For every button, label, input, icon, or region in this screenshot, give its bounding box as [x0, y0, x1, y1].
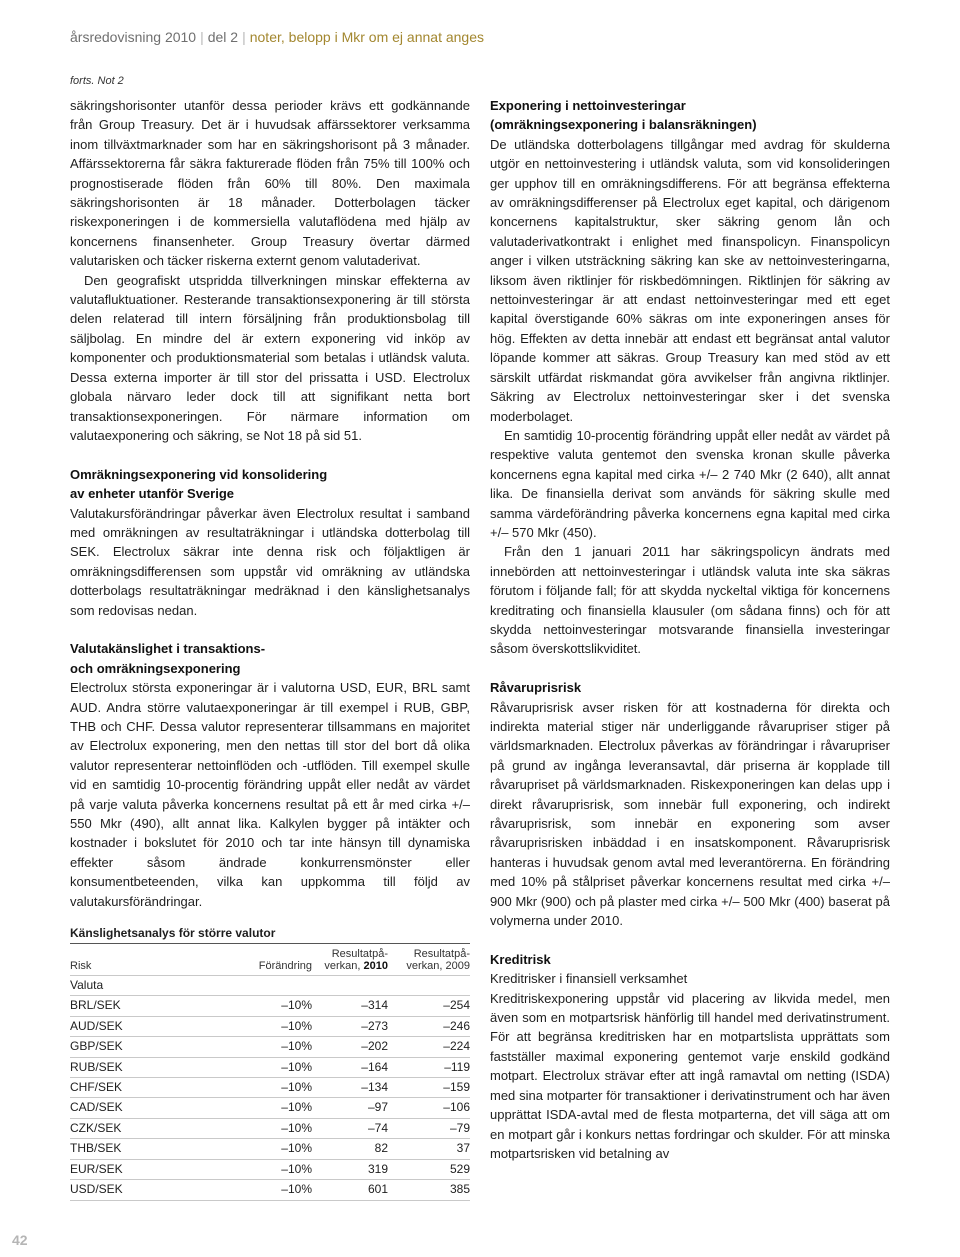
cell-change: –10%	[220, 1016, 312, 1036]
cell-currency: USD/SEK	[70, 1180, 220, 1200]
cell-2009: –246	[388, 1016, 470, 1036]
header-separator: |	[200, 29, 204, 45]
header-section-title: noter, belopp i Mkr om ej annat anges	[249, 29, 484, 45]
header-line: verkan, 2009	[406, 960, 470, 973]
cell-change: –10%	[220, 1118, 312, 1138]
section-heading: Kreditrisk	[490, 951, 551, 967]
table-row	[70, 1159, 470, 1179]
paragraph: Electrolux största exponeringar är i valutorna USD, EUR, BRL samt AUD. Andra större valutaexponeringar är till exempel i RUB, GBP, THB och CHF. Dessa valutor representerar tillsammans en majoritet av Electrolux exponering, men den nettas till stor del bort då olika valutor representerar nettoinflöden och -utflöden. Till exempel skulle vid en samtidig 10-procentig förändring uppåt eller nedåt av värdet på varje valuta påverka koncernens resultat på ett år med cirka +/–550 Mkr (490), allt annat lika. Kalkylen bygger på intäkter och kostnader i bokslutet för 2010 och tar inte hänsyn till dynamiska effekter såsom ändrade konkurrensmönster eller konsumentbeteenden, vilka kan uppkomma till följd av valutakursförändringar.	[70, 680, 470, 909]
cell-change: –10%	[220, 1180, 312, 1200]
cell-change: –10%	[220, 1057, 312, 1077]
header-part: del 2	[207, 29, 239, 45]
cell-change: –10%	[220, 996, 312, 1016]
header-line: Resultatpå-	[413, 948, 470, 961]
cell-change: –10%	[220, 1037, 312, 1057]
cell-2009: –119	[388, 1057, 470, 1077]
paragraph: Från den 1 januari 2011 har säkringspolicyn ändrats med innebörden att nettoinvesteringar i utländsk valuta inte ska säkras förutom i följande fall; för att skydda nyckeltal viktiga för koncernens kreditrating och finansiella klausuler (om sådana finns) och för att skydda nettoinvesteringar motsvarande finansiella investeringar såsom överskottslikviditet.	[490, 544, 890, 657]
cell-2010: –134	[312, 1078, 388, 1098]
table-row	[70, 1037, 470, 1057]
col-header-2009	[388, 944, 470, 976]
header-line: verkan,	[324, 960, 364, 973]
table-row	[70, 1139, 470, 1159]
cell-2009: –224	[388, 1037, 470, 1057]
col-header-change: Förändring	[258, 960, 312, 973]
section-heading	[70, 639, 470, 678]
table-row	[70, 1057, 470, 1077]
header-year: 2010	[363, 960, 388, 973]
cell-2009: –159	[388, 1078, 470, 1098]
table-row	[70, 1180, 470, 1200]
cell-change: –10%	[220, 1078, 312, 1098]
heading-line: Valutakänslighet i transaktions-	[70, 641, 266, 657]
cell-currency: THB/SEK	[70, 1139, 220, 1159]
table-header-row	[70, 944, 470, 976]
heading-line: Omräkningsexponering vid konsolidering	[70, 466, 328, 482]
cell-currency: EUR/SEK	[70, 1159, 220, 1179]
cell-currency: CZK/SEK	[70, 1118, 220, 1138]
paragraph: säkringshorisonter utanför dessa perioder krävs ett godkännande från Group Treasury. Det är i huvudsak affärssektorer verksamma inom tillväxtmarknader som har en säkringshorisont på 3 månader. Affärssektorerna får säkra fakturerade flöden från 75% till 100% och prognostiserade flöden från 60% till 80%. Den maximala säkringshorisonten är 18 månader. Dotterbolagen täcker riskexponeringen i de kommersiella valutaflödena med hjälp av koncernens finansenheter. Group Treasury övertar därmed valutarisken och täcker riskerna externt genom valutaderivat.	[70, 98, 470, 269]
cell-2010: –97	[312, 1098, 388, 1118]
section-heading	[70, 465, 470, 504]
header-report-title: årsredovisning 2010	[70, 29, 197, 45]
heading-line: och omräkningsexponering	[70, 660, 241, 676]
col-header-risk: Risk	[70, 960, 92, 973]
cell-2010: –273	[312, 1016, 388, 1036]
paragraph: Kreditriskexponering uppstår vid placering av likvida medel, men även som en motpartsrisk hänförlig till handel med derivatinstrument. För att begränsa kreditrisken har en motpartslista upprättats som fastställer maximal exponering gentemot varje enskild godkänd motpart. Electrolux strävar efter att ingå ramavtal om netting (ISDA) med sina motparter för transaktioner i derivatinstrument och har även upprättat ISDA-avtal med de flesta motparterna, det vill säga att om en motpart går i konkurs nettas fordringar och skulder. För att minska motpartsrisken vid betalning av	[490, 990, 890, 1161]
paragraph: En samtidig 10-procentig förändring uppåt eller nedåt av värdet på respektive valuta gentemot den svenska kronan skulle påverka koncernens egna kapital med cirka +/– 2 740 Mkr (2 640), allt annat lika. De finansiella derivat som används för säkring skulle med samma värdeförändring påverka koncernens egna kapital med cirka +/– 570 Mkr (450).	[490, 427, 890, 540]
header-separator: |	[242, 29, 246, 45]
section-heading: Råvaruprisrisk	[490, 680, 582, 696]
left-column	[70, 96, 470, 1201]
paragraph: De utländska dotterbolagens tillgångar med avdrag för skulderna utgör en nettoinvestering i utländsk valuta, som vid konsolideringen ger upphov till en omräkningsdifferens. För att begränsa effekterna av omräkningsdifferenser på Electrolux eget kapital, och därigenom koncernens kapitalstruktur, sker säkring genom lån och valutaderivatkontrakt i enlighet med finanspolicyn. Finanspolicyn anger i vilken utsträckning säkring kan ske av nettoinvesteringarna, liksom även riktlinjer för riskbedömningen. Riktlinjen för säkring av nettoinvesteringar är att endast nettoinvesteringar med ett eget kapital överstigande 60% säkras om inte exponeringen anses för hög. Effekten av detta innebär att endast ett begränsat antal valutor löpande kommer att säkras. Group Treasury kan med stöd av ett särskilt utfärdat riskmandat göra avvikelser från angivna riktlinjer. Säkring av Electrolux nettoinvesteringar sker i det svenska moderbolaget.	[490, 136, 890, 424]
paragraph: Råvaruprisrisk avser risken för att kostnaderna för direkta och indirekta material stiger när underliggande råvarupriser stiger på världsmarknaden. Electrolux påverkas av förändringar i råvarupriser på grund av ingånga leveransavtal, där priserna är kopplade till råvarupriset på världsmarknaden. Riskexponeringen kan delas upp i direkt råvaruprisrisk, som innebär full exponering, och indirekt råvaruprisrisk, som innebär en exponering som avser råvaruprisrisken inbäddad i en insatskomponent. Råvaruprisrisk hanteras i huvudsak genom avtal med leverantörerna. En förändring med 10% på stålpriset påverkar koncernens resultat med cirka +/– 900 Mkr (900) och på plaster med cirka +/– 500 Mkr (400) baserat på volymerna under 2010.	[490, 699, 890, 929]
cell-2010: –164	[312, 1057, 388, 1077]
table-row	[70, 1016, 470, 1036]
heading-line: (omräkningsexponering i balansräkningen)	[490, 117, 757, 133]
continued-note-label: forts. Not 2	[70, 75, 124, 87]
cell-2010: –74	[312, 1118, 388, 1138]
table-row	[70, 996, 470, 1016]
cell-2009: –254	[388, 996, 470, 1016]
section-heading	[490, 96, 890, 135]
cell-2009: 529	[388, 1159, 470, 1179]
cell-currency: CHF/SEK	[70, 1078, 220, 1098]
heading-line: av enheter utanför Sverige	[70, 486, 234, 502]
table-row	[70, 1098, 470, 1118]
group-label: Valuta	[70, 976, 470, 996]
cell-change: –10%	[220, 1139, 312, 1159]
header-line: Resultatpå-	[331, 948, 388, 961]
cell-currency: BRL/SEK	[70, 996, 220, 1016]
cell-currency: GBP/SEK	[70, 1037, 220, 1057]
col-header-2010	[312, 944, 388, 976]
right-column	[490, 96, 890, 1163]
table-row	[70, 1118, 470, 1138]
table-title: Känslighetsanalys för större valutor	[70, 926, 276, 941]
table-group-row	[70, 976, 470, 996]
cell-2009: –106	[388, 1098, 470, 1118]
heading-line: Exponering i nettoinvesteringar	[490, 98, 686, 113]
sub-heading: Kreditrisker i finansiell verksamhet	[490, 971, 688, 987]
running-header	[70, 29, 484, 45]
cell-change: –10%	[220, 1159, 312, 1179]
paragraph: Valutakursförändringar påverkar även Electrolux resultat i samband med omräkningen av resultaträkningar i utländska dotterbolag till SEK. Electrolux säkrar inte denna risk och följaktligen är omräkningsdifferensen som uppstår vid omräkning av utländska dotterbolags resultaträkningar medräknad i den känslighetsanalys som redovisas nedan.	[70, 505, 470, 618]
cell-change: –10%	[220, 1098, 312, 1118]
cell-currency: AUD/SEK	[70, 1016, 220, 1036]
cell-2010: 82	[312, 1139, 388, 1159]
cell-currency: CAD/SEK	[70, 1098, 220, 1118]
page-number: 42	[12, 1232, 28, 1248]
cell-2010: 601	[312, 1180, 388, 1200]
cell-currency: RUB/SEK	[70, 1057, 220, 1077]
cell-2010: –314	[312, 996, 388, 1016]
cell-2010: 319	[312, 1159, 388, 1179]
cell-2009: –79	[388, 1118, 470, 1138]
cell-2010: –202	[312, 1037, 388, 1057]
cell-2009: 385	[388, 1180, 470, 1200]
paragraph: Den geografiskt utspridda tillverkningen minskar effekterna av valutafluktuationer. Resterande transaktionsexponering är till största delen relaterad till intern försäljning från produktionsbolag till säljbolag. En mindre del är extern exponering vid inköp av komponenter och produktionsmaterial som betalas i utländsk valuta. Dessa externa importer är till stor del prissatta i USD. Electrolux globala närvaro leder dock till att signifikant netta bort transaktionsexponeringen. För närmare information om valutaexponering och säkring, se Not 18 på sid 51.	[70, 272, 470, 443]
sensitivity-table	[70, 943, 470, 1200]
table-row	[70, 1078, 470, 1098]
cell-2009: 37	[388, 1139, 470, 1159]
